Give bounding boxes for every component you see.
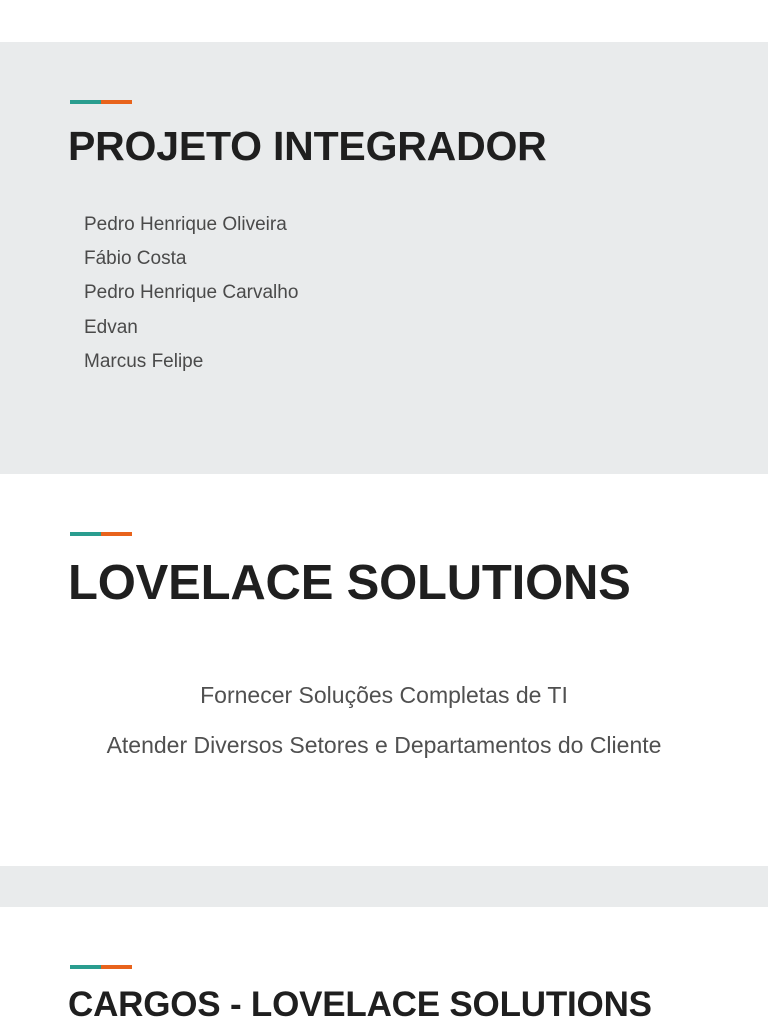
slide-title: CARGOS - LOVELACE SOLUTIONS	[68, 985, 652, 1024]
team-member: Pedro Henrique Carvalho	[84, 282, 299, 304]
objective-item: Atender Diversos Setores e Departamentos do Cliente	[106, 732, 662, 758]
accent-teal-segment	[70, 100, 101, 104]
slide-title: LOVELACE SOLUTIONS	[68, 556, 631, 610]
team-member: Marcus Felipe	[84, 350, 204, 372]
accent-orange-segment	[101, 965, 132, 969]
accent-teal-segment	[70, 532, 101, 536]
slide-separator	[0, 866, 768, 907]
objective-item: Fornecer Soluções Completas de TI	[200, 682, 568, 708]
title-accent-bar	[70, 100, 132, 104]
slide-title: PROJETO INTEGRADOR	[68, 123, 547, 169]
team-member: Pedro Henrique Oliveira	[84, 214, 287, 235]
slide-lovelace-solutions	[0, 474, 768, 866]
accent-orange-segment	[101, 100, 132, 104]
title-accent-bar	[70, 965, 132, 969]
slide-cargos	[0, 907, 768, 1024]
slide-projeto-integrador	[0, 42, 768, 474]
accent-orange-segment	[101, 532, 132, 536]
team-member-list	[84, 208, 298, 379]
objectives-list	[0, 670, 768, 770]
team-member: Fábio Costa	[84, 248, 187, 270]
accent-teal-segment	[70, 965, 101, 969]
title-accent-bar	[70, 532, 132, 536]
team-member: Edvan	[84, 316, 138, 338]
